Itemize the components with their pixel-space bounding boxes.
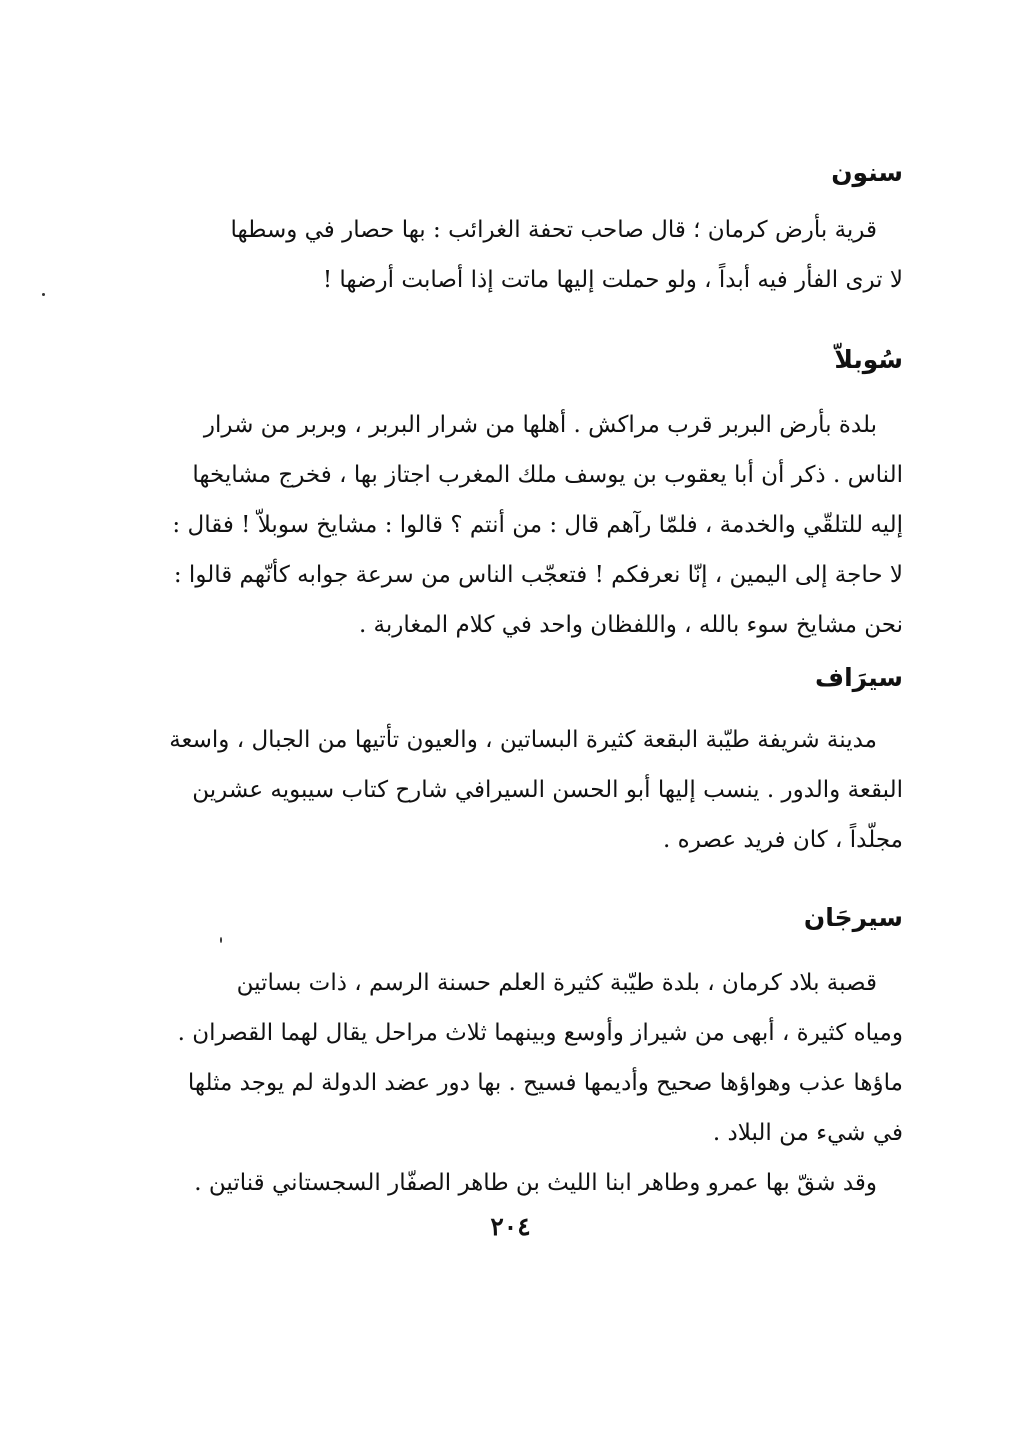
entry-heading-subla: سُوبلاّ (834, 345, 903, 374)
text-line: قصبة بلاد كرمان ، بلدة طيّبة كثيرة العلم حسنة الرسم ، ذات بساتين (236, 970, 877, 996)
text-line: إليه للتلقّي والخدمة ، فلمّا رآهم قال : من أنتم ؟ قالوا : مشايخ سوبلاّ ! فقال : (172, 512, 903, 538)
page-number: ٢٠٤ (490, 1212, 531, 1241)
text-line: البقعة والدور . ينسب إليها أبو الحسن السيرافي شارح كتاب سيبويه عشرين (192, 777, 903, 803)
text-line: وقد شقّ بها عمرو وطاهر ابنا الليث بن طاهر الصفّار السجستاني قناتين . (194, 1170, 877, 1196)
text-line: ماؤها عذب وهواؤها صحيح وأديمها فسيح . بها دور عضد الدولة لم يوجد مثلها (187, 1070, 903, 1096)
text-line: لا حاجة إلى اليمين ، إنّا نعرفكم ! فتعجّب الناس من سرعة جوابه كأنّهم قالوا : (173, 562, 903, 588)
entry-heading-siraf: سيرَاف (815, 663, 903, 692)
text-line: مدينة شريفة طيّبة البقعة كثيرة البساتين ، والعيون تأتيها من الجبال ، واسعة (169, 727, 877, 753)
text-line: بلدة بأرض البربر قرب مراكش . أهلها من شرار البربر ، وبربر من شرار (203, 412, 877, 438)
text-line: لا ترى الفأر فيه أبداً ، ولو حملت إليها ماتت إذا أصابت أرضها ! (322, 267, 903, 293)
text-line: نحن مشايخ سوء بالله ، واللفظان واحد في كلام المغاربة . (358, 612, 903, 638)
text-line: في شيء من البلاد . (712, 1120, 903, 1146)
text-line: الناس . ذكر أن أبا يعقوب بن يوسف ملك المغرب اجتاز بها ، فخرج مشايخها (192, 462, 903, 488)
scan-speck (42, 293, 45, 296)
text-line: قرية بأرض كرمان ؛ قال صاحب تحفة الغرائب : بها حصار في وسطها (230, 217, 877, 243)
text-line: مجلّداً ، كان فريد عصره . (663, 827, 903, 853)
entry-text-subla (172, 400, 903, 650)
entry-heading-sanun: سنون (831, 158, 903, 187)
entry-text-siraf (169, 715, 903, 865)
entry-text-sanun (203, 205, 903, 305)
entry-text-sirjan (177, 958, 903, 1208)
scan-speck (220, 937, 222, 943)
entry-heading-sirjan: سيرجَان (803, 903, 903, 932)
text-line: ومياه كثيرة ، أبهى من شيراز وأوسع وبينهما ثلاث مراحل يقال لهما القصران . (177, 1020, 903, 1046)
